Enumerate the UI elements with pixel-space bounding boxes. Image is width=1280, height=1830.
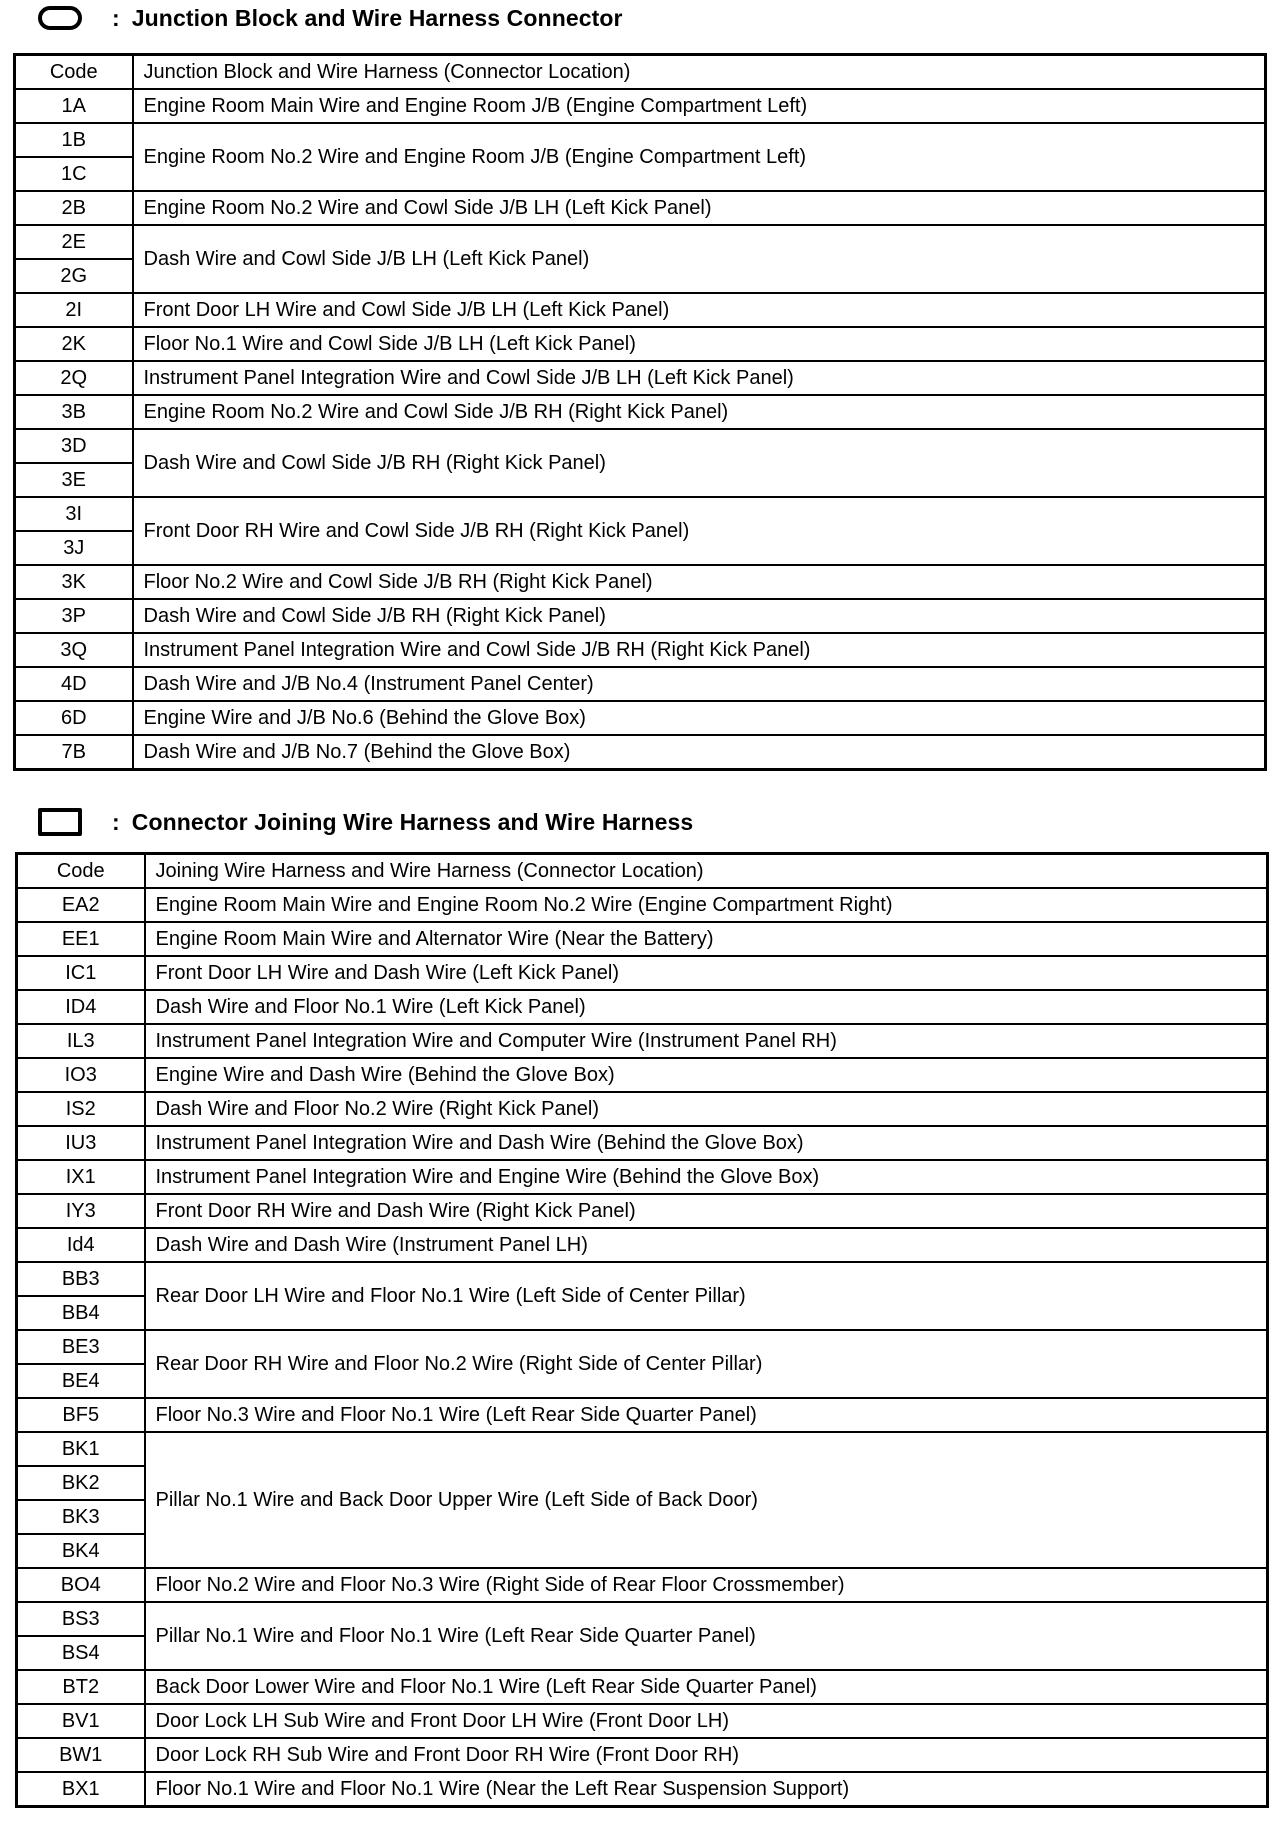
- table-row: [17, 1670, 1268, 1704]
- connector-code: 3Q: [15, 633, 133, 667]
- connector-code: BK1: [17, 1432, 145, 1466]
- table-row: [17, 1126, 1268, 1160]
- connector-code: BT2: [17, 1670, 145, 1704]
- connector-code: BS3: [17, 1602, 145, 1636]
- table-row: [17, 1568, 1268, 1602]
- connector-code: ID4: [17, 990, 145, 1024]
- connector-location: Engine Room No.2 Wire and Cowl Side J/B RH (Right Kick Panel): [133, 395, 1266, 429]
- table-row: [17, 1738, 1268, 1772]
- connector-code: Id4: [17, 1228, 145, 1262]
- connector-code: 2B: [15, 191, 133, 225]
- header-description: Joining Wire Harness and Wire Harness (Connector Location): [145, 854, 1268, 889]
- connector-code: 3I: [15, 497, 133, 531]
- connector-code: 3D: [15, 429, 133, 463]
- connector-location: Back Door Lower Wire and Floor No.1 Wire (Left Rear Side Quarter Panel): [145, 1670, 1268, 1704]
- connector-location: Dash Wire and J/B No.7 (Behind the Glove Box): [133, 735, 1266, 770]
- connector-code: 2I: [15, 293, 133, 327]
- connector-code: IC1: [17, 956, 145, 990]
- table-row: [15, 701, 1266, 735]
- connector-location: Floor No.1 Wire and Floor No.1 Wire (Near the Left Rear Suspension Support): [145, 1772, 1268, 1807]
- header-description: Junction Block and Wire Harness (Connector Location): [133, 55, 1266, 90]
- connector-code: IO3: [17, 1058, 145, 1092]
- connector-code: 1B: [15, 123, 133, 157]
- table-row: [17, 990, 1268, 1024]
- table-row: [15, 89, 1266, 123]
- connector-code: 3J: [15, 531, 133, 565]
- connector-location: Engine Room Main Wire and Engine Room J/B (Engine Compartment Left): [133, 89, 1266, 123]
- connector-location: Dash Wire and Dash Wire (Instrument Panel LH): [145, 1228, 1268, 1262]
- connector-location: Dash Wire and Cowl Side J/B RH (Right Kick Panel): [133, 599, 1266, 633]
- table-row: [15, 191, 1266, 225]
- connector-code: 3K: [15, 565, 133, 599]
- header-code: Code: [15, 55, 133, 90]
- connector-location: Engine Room Main Wire and Engine Room No.2 Wire (Engine Compartment Right): [145, 888, 1268, 922]
- connector-location: Engine Wire and Dash Wire (Behind the Glove Box): [145, 1058, 1268, 1092]
- connector-code: BW1: [17, 1738, 145, 1772]
- connector-location: Floor No.1 Wire and Cowl Side J/B LH (Left Kick Panel): [133, 327, 1266, 361]
- connector-code: IY3: [17, 1194, 145, 1228]
- connector-code: BB4: [17, 1296, 145, 1330]
- connector-location: Dash Wire and J/B No.4 (Instrument Panel Center): [133, 667, 1266, 701]
- table-row: [17, 1058, 1268, 1092]
- square-connector-symbol-icon: [38, 808, 82, 836]
- table-row: [15, 327, 1266, 361]
- connector-location: Instrument Panel Integration Wire and Cowl Side J/B RH (Right Kick Panel): [133, 633, 1266, 667]
- table-row: [17, 888, 1268, 922]
- connector-code: IU3: [17, 1126, 145, 1160]
- connector-code: BO4: [17, 1568, 145, 1602]
- connector-code: BX1: [17, 1772, 145, 1807]
- connector-location: Door Lock LH Sub Wire and Front Door LH Wire (Front Door LH): [145, 1704, 1268, 1738]
- table-row: [15, 429, 1266, 463]
- joining-connector-table: [15, 852, 1269, 1808]
- connector-location: Rear Door LH Wire and Floor No.1 Wire (Left Side of Center Pillar): [145, 1262, 1268, 1330]
- table-row: [17, 1432, 1268, 1466]
- connector-location: Front Door RH Wire and Dash Wire (Right Kick Panel): [145, 1194, 1268, 1228]
- connector-location: Front Door RH Wire and Cowl Side J/B RH (Right Kick Panel): [133, 497, 1266, 565]
- table-row: [15, 123, 1266, 157]
- connector-location: Engine Room Main Wire and Alternator Wire (Near the Battery): [145, 922, 1268, 956]
- connector-code: BE3: [17, 1330, 145, 1364]
- table-row: [17, 1024, 1268, 1058]
- connector-code: 3P: [15, 599, 133, 633]
- table-row: [17, 1330, 1268, 1364]
- connector-location: Pillar No.1 Wire and Back Door Upper Wire (Left Side of Back Door): [145, 1432, 1268, 1568]
- joining-title: Connector Joining Wire Harness and Wire Harness: [131, 808, 694, 835]
- table-header-row: [17, 854, 1268, 889]
- connector-location: Rear Door RH Wire and Floor No.2 Wire (Right Side of Center Pillar): [145, 1330, 1268, 1398]
- connector-location: Instrument Panel Integration Wire and Cowl Side J/B LH (Left Kick Panel): [133, 361, 1266, 395]
- table-row: [15, 633, 1266, 667]
- connector-location: Dash Wire and Cowl Side J/B LH (Left Kick Panel): [133, 225, 1266, 293]
- connector-code: 6D: [15, 701, 133, 735]
- connector-code: IX1: [17, 1160, 145, 1194]
- table-row: [17, 1228, 1268, 1262]
- junction-section-title: : Junction Block and Wire Harness Connector: [38, 1, 623, 35]
- table-row: [17, 1602, 1268, 1636]
- table-row: [15, 497, 1266, 531]
- connector-code: 1C: [15, 157, 133, 191]
- table-row: [15, 735, 1266, 770]
- connector-code: 3E: [15, 463, 133, 497]
- connector-code: BK4: [17, 1534, 145, 1568]
- connector-location: Door Lock RH Sub Wire and Front Door RH Wire (Front Door RH): [145, 1738, 1268, 1772]
- connector-code: 1A: [15, 89, 133, 123]
- connector-location: Engine Room No.2 Wire and Cowl Side J/B LH (Left Kick Panel): [133, 191, 1266, 225]
- table-row: [15, 361, 1266, 395]
- joining-section-title: : Connector Joining Wire Harness and Wire Harness: [38, 805, 693, 839]
- connector-location: Instrument Panel Integration Wire and Engine Wire (Behind the Glove Box): [145, 1160, 1268, 1194]
- connector-location: Instrument Panel Integration Wire and Computer Wire (Instrument Panel RH): [145, 1024, 1268, 1058]
- table-row: [17, 1704, 1268, 1738]
- connector-location: Front Door LH Wire and Cowl Side J/B LH (Left Kick Panel): [133, 293, 1266, 327]
- connector-code: EE1: [17, 922, 145, 956]
- connector-code: IL3: [17, 1024, 145, 1058]
- connector-code: 2E: [15, 225, 133, 259]
- table-row: [17, 1772, 1268, 1807]
- connector-code: BE4: [17, 1364, 145, 1398]
- connector-code: 3B: [15, 395, 133, 429]
- rounded-connector-symbol-icon: [38, 6, 82, 30]
- connector-location: Dash Wire and Floor No.2 Wire (Right Kick Panel): [145, 1092, 1268, 1126]
- table-row: [17, 1160, 1268, 1194]
- table-row: [17, 1398, 1268, 1432]
- connector-location: Engine Room No.2 Wire and Engine Room J/B (Engine Compartment Left): [133, 123, 1266, 191]
- table-row: [17, 1262, 1268, 1296]
- table-header-row: [15, 55, 1266, 90]
- connector-location: Front Door LH Wire and Dash Wire (Left Kick Panel): [145, 956, 1268, 990]
- connector-location: Instrument Panel Integration Wire and Dash Wire (Behind the Glove Box): [145, 1126, 1268, 1160]
- connector-code: BK2: [17, 1466, 145, 1500]
- connector-code: BS4: [17, 1636, 145, 1670]
- table-row: [15, 395, 1266, 429]
- connector-code: 2Q: [15, 361, 133, 395]
- table-row: [17, 1194, 1268, 1228]
- connector-location: Dash Wire and Cowl Side J/B RH (Right Kick Panel): [133, 429, 1266, 497]
- connector-code: 2G: [15, 259, 133, 293]
- connector-location: Floor No.3 Wire and Floor No.1 Wire (Left Rear Side Quarter Panel): [145, 1398, 1268, 1432]
- junction-block-table: [13, 53, 1267, 771]
- connector-code: EA2: [17, 888, 145, 922]
- table-row: [15, 667, 1266, 701]
- connector-code: 7B: [15, 735, 133, 770]
- connector-code: 4D: [15, 667, 133, 701]
- connector-location: Engine Wire and J/B No.6 (Behind the Glove Box): [133, 701, 1266, 735]
- table-row: [17, 956, 1268, 990]
- table-row: [15, 225, 1266, 259]
- connector-location: Pillar No.1 Wire and Floor No.1 Wire (Left Rear Side Quarter Panel): [145, 1602, 1268, 1670]
- table-row: [15, 293, 1266, 327]
- table-row: [15, 599, 1266, 633]
- connector-code: BB3: [17, 1262, 145, 1296]
- connector-location: Floor No.2 Wire and Floor No.3 Wire (Right Side of Rear Floor Crossmember): [145, 1568, 1268, 1602]
- table-row: [15, 565, 1266, 599]
- connector-location: Dash Wire and Floor No.1 Wire (Left Kick Panel): [145, 990, 1268, 1024]
- connector-code: BK3: [17, 1500, 145, 1534]
- connector-location: Floor No.2 Wire and Cowl Side J/B RH (Right Kick Panel): [133, 565, 1266, 599]
- header-code: Code: [17, 854, 145, 889]
- connector-code: IS2: [17, 1092, 145, 1126]
- connector-code: BF5: [17, 1398, 145, 1432]
- table-row: [17, 1092, 1268, 1126]
- junction-title: Junction Block and Wire Harness Connector: [131, 4, 623, 31]
- connector-code: 2K: [15, 327, 133, 361]
- connector-code: BV1: [17, 1704, 145, 1738]
- table-row: [17, 922, 1268, 956]
